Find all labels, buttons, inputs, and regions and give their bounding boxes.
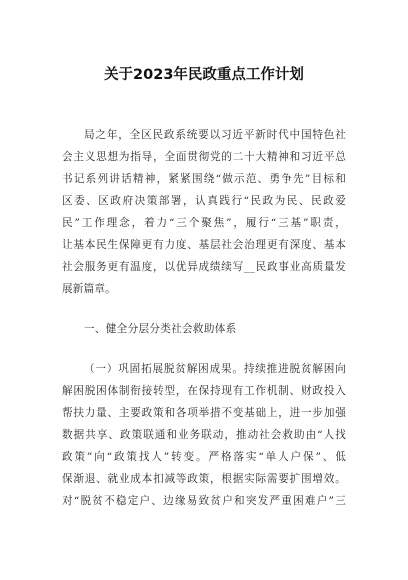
intro-line: 区委、区政府决策部署，认真践行“民政为民、民政爱 xyxy=(62,195,346,207)
paragraph-line: 数据共享、政策联通和业务联动，推动社会救助由“人找 xyxy=(62,429,346,441)
intro-line: 民”工作理念，着力“三个聚焦”，履行“三基”职责， xyxy=(62,217,346,229)
intro-line: 局之年，全区民政系统要以习近平新时代中国特色社 xyxy=(84,129,346,141)
intro-line: 书记系列讲话精神，紧紧围绕“做示范、勇争先”目标和 xyxy=(62,173,346,185)
paragraph-line: 政策”向“政策找人”转变。严格落实“单人户保”、低 xyxy=(62,451,346,463)
paragraph-line: 保渐退、就业成本扣减等政策，根据实际需要扩围增效。 xyxy=(62,473,346,485)
intro-line: 让基本民生保障更有力度、基层社会治理更有深度、基本 xyxy=(62,239,346,251)
intro-line: 会主义思想为指导，全面贯彻党的二十大精神和习近平总 xyxy=(62,151,346,163)
section-heading: 一、健全分层分类社会救助体系 xyxy=(84,323,237,335)
intro-line: 展新篇章。 xyxy=(62,283,116,295)
paragraph-line: 帮扶力量、主要政策和各项举措不变基础上，进一步加强 xyxy=(62,407,346,419)
paragraph-line: （一）巩固拓展脱贫解困成果。持续推进脱贫解困向 xyxy=(84,363,346,375)
intro-line: 社会服务更有温度，以优异成绩续写__民政事业高质量发 xyxy=(62,261,346,273)
paragraph-line: 对“脱贫不稳定户、边缘易致贫户和突发严重困难户”三 xyxy=(62,495,346,507)
document-title: 关于2023年民政重点工作计划 xyxy=(104,67,304,83)
paragraph-line: 解困脱困体制衔接转型，在保持现有工作机制、财政投入 xyxy=(62,385,346,397)
